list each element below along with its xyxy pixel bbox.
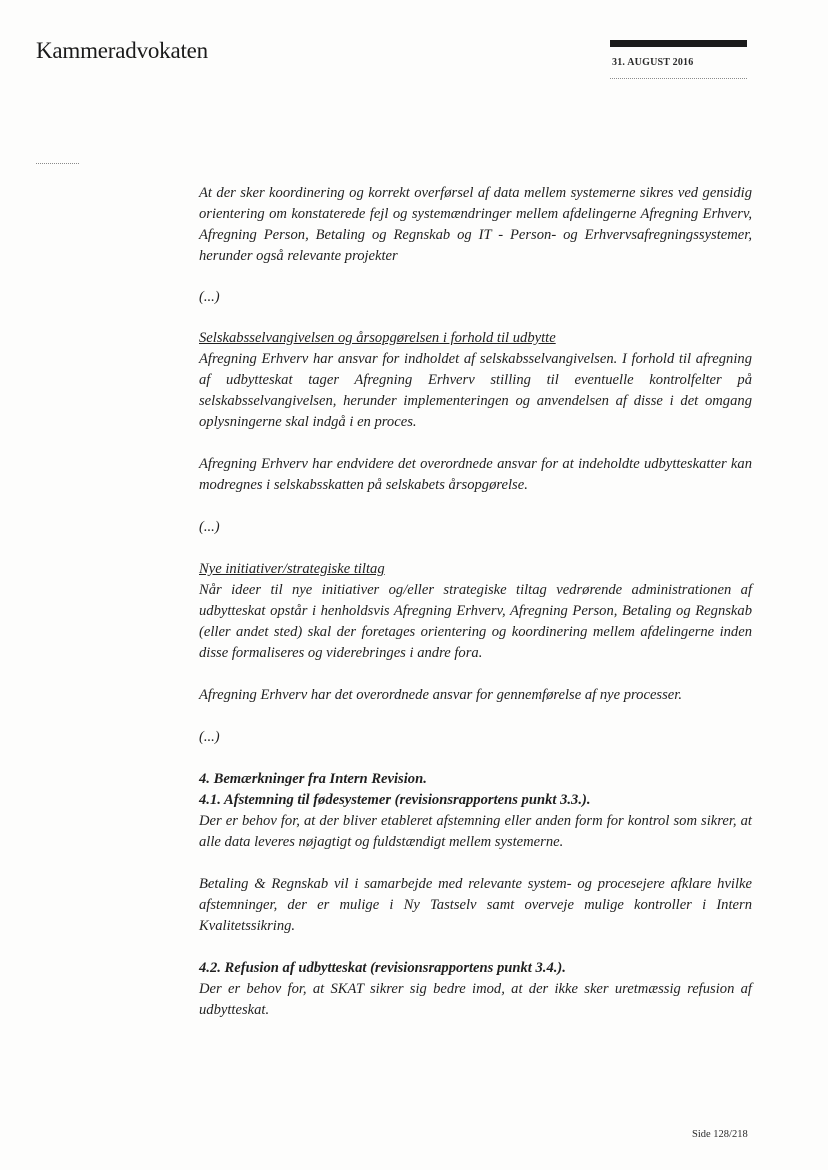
body-text (199, 183, 752, 1021)
document-date: 31. AUGUST 2016 (612, 57, 694, 68)
heading-4-2: 4.2. Refusion af udbytteskat (revisionsrapportens punkt 3.4.). (199, 960, 566, 976)
paragraph-5: Afregning Erhverv har det overordnede ansvar for gennemførelse af nye processer. (199, 687, 682, 703)
paragraph-2: Afregning Erhverv har ansvar for indholdet af selskabsselvangivelsen. I forhold til afregning af udbytteskat tager Afregning Erhverv stilling til eventuelle kontrolfelter på selskabsselvangivelsen, herunder implementeringen og anvendelsen af disse i det omgang oplysningerne skal indgå i en proces. (199, 351, 752, 430)
date-bar (610, 40, 747, 47)
page-number: Side 128/218 (692, 1129, 748, 1140)
section-heading-nye-initiativer: Nye initiativer/strategiske tiltag (199, 561, 385, 577)
paragraph-4: Når ideer til nye initiativer og/eller strategiske tiltag vedrørende administrationen af udbytteskat opstår i henholdsvis Afregning Erhverv, Afregning Person, Betaling og Regnskab (eller andet sted) skal der foretages orientering og koordinering mellem afdelingerne inden disse formaliseres og viderebringes i andre fora. (199, 582, 752, 661)
section-heading-selskabsselvangivelsen: Selskabsselvangivelsen og årsopgørelsen i forhold til udbytte (199, 330, 556, 346)
ellipsis-3: (...) (199, 729, 220, 745)
ellipsis-2: (...) (199, 519, 220, 535)
paragraph-6: Der er behov for, at der bliver etableret afstemning eller anden form for kontrol som sikrer, at alle data leveres nøjagtigt og fuldstændigt mellem systemerne. (199, 813, 752, 850)
heading-4-1: 4.1. Afstemning til fødesystemer (revisionsrapportens punkt 3.3.). (199, 792, 591, 808)
paragraph-8: Der er behov for, at SKAT sikrer sig bedre imod, at der ikke sker uretmæssig refusion af udbytteskat. (199, 981, 752, 1018)
paragraph-1: At der sker koordinering og korrekt overførsel af data mellem systemerne sikres ved gensidig orientering om konstaterede fejl og systemændringer mellem afdelingerne Afregning Erhverv, Afregning Person, Betaling og Regnskab og IT - Person- og Erhvervsafregningssystemer, herunder også relevante projekter (199, 185, 752, 264)
firm-logo: Kammeradvokaten (36, 38, 208, 63)
margin-divider (36, 163, 79, 164)
paragraph-7: Betaling & Regnskab vil i samarbejde med relevante system- og procesejere afklare hvilke afstemninger, der er mulige i Ny Tastselv samt overveje mulige kontroller i Intern Kvalitetssikring. (199, 876, 752, 934)
date-divider (610, 78, 747, 79)
paragraph-3: Afregning Erhverv har endvidere det overordnede ansvar for at indeholdte udbytteskatter kan modregnes i selskabsskatten på selskabets årsopgørelse. (199, 456, 752, 493)
ellipsis-1: (...) (199, 289, 220, 305)
heading-4: 4. Bemærkninger fra Intern Revision. (199, 771, 427, 787)
